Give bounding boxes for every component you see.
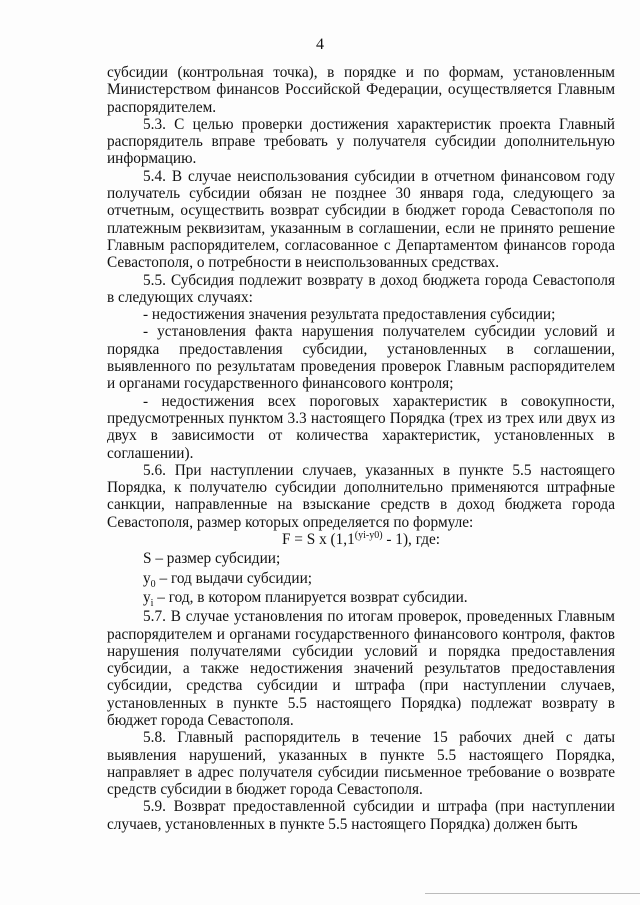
paragraph-5-8: 5.8. Главный распорядитель в течение 15 рабочих дней с даты выявления нарушений, указанных в пункте 5.5 настоящего Порядка, направляет в адрес получателя субсидии письменное требование о возврате средств субсидии в бюджет города Севастополя. bbox=[107, 729, 615, 799]
list-item-5-5-a: - недостижения значения результата предоставления субсидии; bbox=[143, 306, 556, 324]
formula-exponent: (yi-y0) bbox=[354, 529, 383, 541]
penalty-formula bbox=[107, 531, 615, 548]
definition-yi bbox=[107, 588, 615, 609]
formula-start: F = S x (1,1 bbox=[281, 531, 355, 549]
paragraph-5-3: 5.3. С целью проверки достижения характеристик проекта Главный распорядитель вправе требовать у получателя субсидии дополнительную информацию. bbox=[107, 115, 615, 168]
paragraph-5-6: 5.6. При наступлении случаев, указанных в пункте 5.5 настоящего Порядка, к получателю субсидии дополнительно применяются штрафные санкции, направленные на взыскание средств в доход бюджета города Севастополя, размер которых определяется по формуле: bbox=[107, 461, 615, 531]
formula-end: - 1), где: bbox=[382, 531, 441, 549]
list-item-5-5-c: - недостижения всех пороговых характеристик в совокупности, предусмотренных пунктом 3.3 настоящего Порядка (трех из трех или двух из двух в зависимости от количества характеристик, установленных в соглашении). bbox=[107, 392, 615, 462]
paragraph-5-4: 5.4. В случае неиспользования субсидии в отчетном финансовом году получатель субсидии обязан не позднее 30 января года, следующего за отчетным, осуществить возврат субсидии в бюджет города Севастополя по платежным реквизитам, указанным в соглашении, если не принято решение Главным распорядителем, согласованное с Департаментом финансов города Севастополя, о потребности в неиспользованных средствах. bbox=[107, 167, 615, 272]
definition-y0 bbox=[107, 569, 615, 590]
yi-subscript: i bbox=[150, 597, 154, 609]
bottom-divider bbox=[425, 893, 640, 894]
y0-text: – год выдачи субсидии; bbox=[155, 569, 313, 587]
page-number: 4 bbox=[316, 36, 324, 53]
yi-text: – год, в котором планируется возврат субсидии. bbox=[153, 588, 468, 606]
definition-s: S – размер субсидии; bbox=[143, 550, 281, 568]
paragraph-5-5: 5.5. Субсидия подлежит возврату в доход бюджета города Севастополя в следующих случаях: bbox=[107, 271, 615, 306]
list-item-5-5-b: - установления факта нарушения получателем субсидии условий и порядка предоставления субсидии, установленных в соглашении, выявленного по результатам проведения проверок Главным распорядителем и органами государственного финансового контроля; bbox=[107, 323, 615, 393]
paragraph-5-7: 5.7. В случае установления по итогам проверок, проведенных Главным распорядителем и органами государственного финансового контроля, фактов нарушения получателями субсидии условий и порядка предоставления субсидии, а также недостижения значений результатов предоставления субсидии, средства субсидии и штрафа (при наступлении случаев, установленных в пункте 5.5 настоящего Порядка) подлежат возврату в бюджет города Севастополя. bbox=[107, 608, 615, 729]
paragraph-5-9: 5.9. Возврат предоставленной субсидии и штрафа (при наступлении случаев, установленных в пункте 5.5 настоящего Порядка) должен быть bbox=[107, 798, 615, 833]
y0-symbol: y bbox=[143, 569, 151, 587]
document-body bbox=[107, 64, 615, 833]
y0-subscript: 0 bbox=[150, 578, 156, 590]
yi-symbol: y bbox=[143, 588, 151, 606]
paragraph-continuation: субсидии (контрольная точка), в порядке и по формам, установленным Министерством финансов Российской Федерации, осуществляется Главным распорядителем. bbox=[107, 64, 615, 116]
